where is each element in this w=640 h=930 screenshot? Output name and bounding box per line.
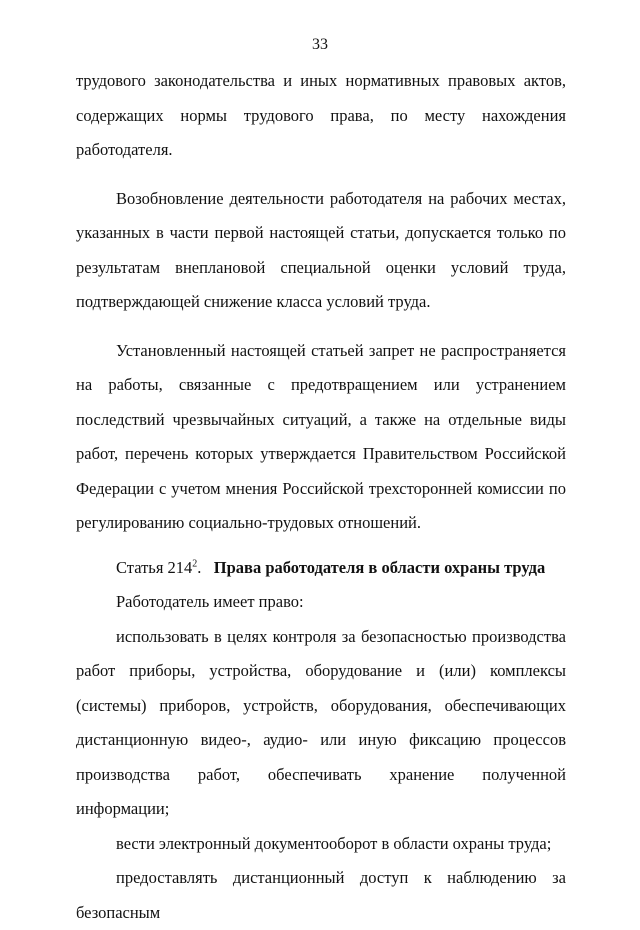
- article-label: Статья 214: [116, 557, 193, 577]
- document-body: [76, 64, 566, 930]
- article-superscript: 2: [192, 558, 198, 569]
- paragraph-electronic-docs: вести электронный документооборот в области охраны труда;: [116, 833, 552, 853]
- article-heading: [76, 551, 566, 586]
- paragraph-monitoring-devices: использовать в целях контроля за безопасностью производства работ приборы, устройства, оборудование и (или) комплексы (системы) приборов, устройств, оборудования, обеспечивающих дистанционную видео-, аудио- или иную фиксацию процессов производства работ, обеспечивать хранение полученной информации;: [76, 626, 566, 818]
- page-number: 33: [312, 36, 328, 53]
- paragraph-employer-rights: Работодатель имеет право:: [116, 592, 304, 611]
- paragraph-resumption: Возобновление деятельности работодателя на рабочих местах, указанных в части первой настоящей статьи, допускается только по результатам внеплановой специальной оценки условий труда, подтверждающей снижение класса условий труда.: [76, 188, 566, 311]
- paragraph-remote-access: предоставлять дистанционный доступ к наблюдению за безопасным: [76, 868, 566, 922]
- article-title: Права работодателя в области охраны труда: [213, 557, 546, 577]
- article-separator: .: [197, 557, 202, 577]
- paragraph-continuation: трудового законодательства и иных нормативных правовых актов, содержащих нормы трудового права, по месту нахождения работодателя.: [76, 71, 566, 159]
- paragraph-exception: Установленный настоящей статьей запрет не распространяется на работы, связанные с предотвращением или устранением последствий чрезвычайных ситуаций, а также на отдельные виды работ, перечень которых утверждается Правительством Российской Федерации с учетом мнения Российской трехсторонней комиссии по регулированию социально-трудовых отношений.: [76, 340, 566, 532]
